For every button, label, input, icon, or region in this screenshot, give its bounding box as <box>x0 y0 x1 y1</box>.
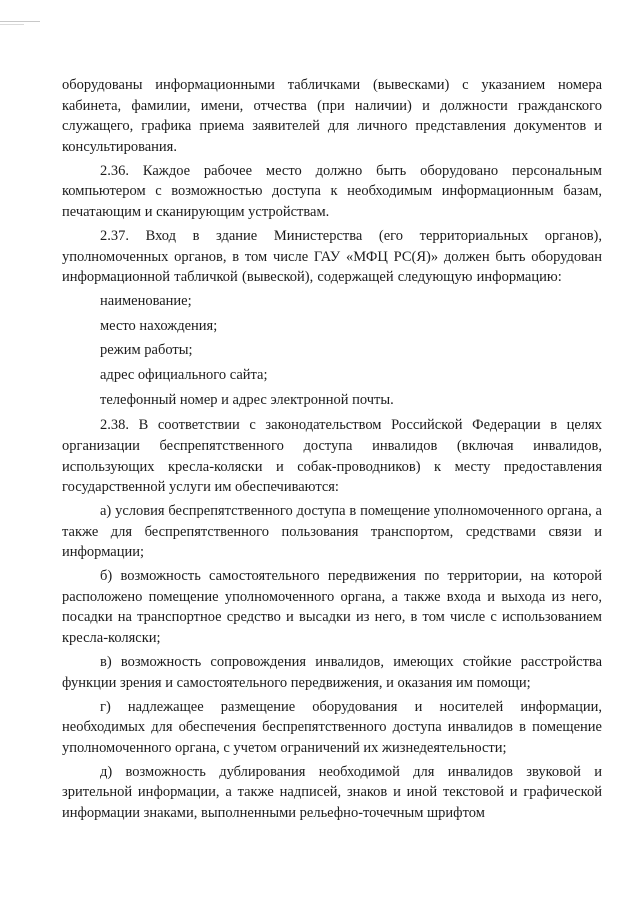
list-item-website: адрес официального сайта; <box>100 367 268 384</box>
paragraph-continuation: оборудованы информационными табличками (вывесками) с указанием номера кабинета, фамилии, имени, отчества (при наличии) и должности гражданского служащего, графика приема заявителей для личного представления документов и консультирования. <box>62 77 602 155</box>
list-item-location: место нахождения; <box>100 317 218 334</box>
paragraph-2-36: 2.36. Каждое рабочее место должно быть оборудовано персональным компьютером с возможностью доступа к необходимым информационным базам, печатающим и сканирующим устройствам. <box>62 162 602 220</box>
list-item-contacts: телефонный номер и адрес электронной почты. <box>100 391 394 408</box>
paragraph-2-38-d: д) возможность дублирования необходимой для инвалидов звуковой и зрительной информации, а также надписей, знаков и иной текстовой и графической информации знаками, выполненными рельефно-точечным шрифтом <box>62 763 602 821</box>
paragraph-2-38-v: в) возможность сопровождения инвалидов, имеющих стойкие расстройства функции зрения и самостоятельного передвижения, и оказания им помощи; <box>62 654 602 691</box>
paragraph-2-38-a: а) условия беспрепятственного доступа в помещение уполномоченного органа, а также для беспрепятственного пользования транспортом, средствами связи и информации; <box>62 503 602 561</box>
paragraph-2-38-g: г) надлежащее размещение оборудования и носителей информации, необходимых для обеспечения беспрепятственного доступа инвалидов в помещение уполномоченного органа, с учетом ограничений их жизнедеятельности; <box>62 698 602 756</box>
document-body <box>62 75 602 827</box>
paragraph-2-38-b: б) возможность самостоятельного передвижения по территории, на которой расположено помещение уполномоченного органа, а также входа и выхода из него, посадки на транспортное средство и высадки из него, в том числе с использованием кресла-коляски; <box>62 568 602 647</box>
list-item-name: наименование; <box>100 293 192 310</box>
paragraph-2-37: 2.37. Вход в здание Министерства (его территориальных органов), уполномоченных органов, в том числе ГАУ «МФЦ РС(Я)» должен быть оборудован информационной табличкой (вывеской), содержащей следующую информацию: <box>62 227 602 286</box>
list-item-working-hours: режим работы; <box>100 342 193 359</box>
scan-corner-mark <box>0 21 40 22</box>
paragraph-2-38: 2.38. В соответствии с законодательством Российской Федерации в целях организации беспрепятственного доступа инвалидов (включая инвалидов, использующих кресла-коляски и собак-проводников) к месту предоставления государственной услуги им обеспечиваются: <box>62 417 602 496</box>
